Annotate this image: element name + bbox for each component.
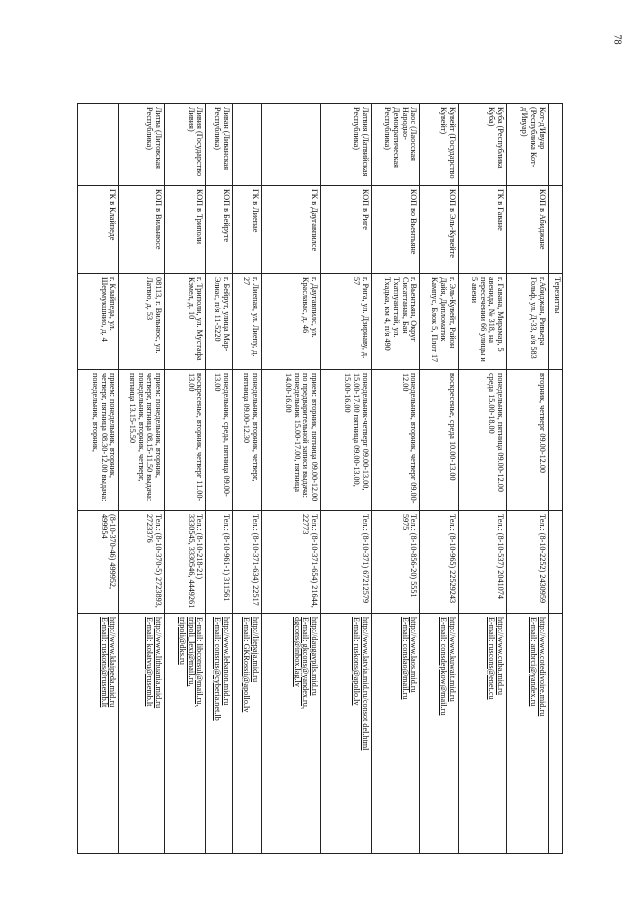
contacts-cell [164,614,205,854]
country-cell: Литва (Литовская Республика) [119,104,165,186]
contact-link[interactable]: tripoli@dks.ru [177,617,187,665]
contacts-cell [119,614,165,854]
address-cell: Терезитты [548,274,562,370]
contact-link[interactable]: http://liepaja.mid.ru [251,617,261,683]
address-cell: 08113, г. Вильнюс, ул. Латвю, д. 53 [119,274,165,370]
address-cell: г. Бейрут, улица Мар-Элиас, п/я 11-5220 [206,274,233,370]
hours-cell [548,370,562,511]
country-cell: Куба (Республика Куба) [458,104,507,186]
contact-link[interactable]: E-mail: gkcons@yandex.ru, [301,617,311,709]
address-cell: г. Эль-Кувейт, Район Дайя, Дипломатик Кампус, Блок 5, Плот 17 [420,274,458,370]
phone-cell: Тел.: (8-10-218-21) 3330545, 3330546, 4449261 [164,511,205,614]
table-row [507,104,548,854]
mission-cell: КОП во Вьентьяне [371,186,420,274]
table-row [420,104,458,854]
contacts-cell [321,614,372,854]
phone-cell: Тел.: (8-10-537) 2041074 [458,511,507,614]
country-cell [233,104,262,186]
mission-cell: ГК в Даугавпилсе [262,186,321,274]
address-cell: г. Триполи, ул. Мустафа Кэмел, д. 10 [164,274,205,370]
table-row [119,104,165,854]
address-cell: г. Рига, ул. Дзирнаву, д. 57 [321,274,372,370]
mission-cell: КОП в Абиджане [507,186,548,274]
hours-cell: воскресенье, среда 10.00-13.00 [420,370,458,511]
phone-cell: Тел.: (8-10-961-1) 311561 [206,511,233,614]
country-cell: Латвия (Латвийская Республика) [321,104,372,186]
rotated-page-content [77,103,563,853]
country-cell: Лаос (Лаосская Народно-Демократическая Республика) [371,104,420,186]
page-number: 78 [611,34,623,45]
phone-cell: Тел.: (8-10-2252) 2430959 [507,511,548,614]
contacts-cell [371,614,420,854]
contact-link[interactable]: http://www.lithuania.mid.ru [153,617,163,709]
table-row [548,104,562,854]
hours-cell: вторник, четверг 09.00-12.00 [507,370,548,511]
address-cell: г. Гавана, Мирамар, 5 авенида, № 318, на пересечении 66 улицы и 5 авени [458,274,507,370]
phone-cell: Тел.: (8-10-371-654) 21644, 22773 [262,511,321,614]
contact-link[interactable]: http://www.cuba.mid.ru [496,617,506,695]
country-cell [548,104,562,186]
contact-link[interactable]: http://www.latvia.mid.ru/consot del.html [360,617,370,751]
phone-cell: Тел.: (8-10-370-5) 2723893, 2723376 [119,511,165,614]
table-row [164,104,205,854]
phone-cell: Тел.: (8-10-965) 22529243 [420,511,458,614]
address-cell: г. Лиепая, ул. Лиепу, д. 27 [233,274,262,370]
mission-cell: ГК в Лиепае [233,186,262,274]
hours-cell: воскресенье, вторник, четверг 11.00-13.00 [164,370,205,511]
mission-cell: КОП в Вильнюсе [119,186,165,274]
contact-link[interactable]: E-mail: ruscons@enet.cu [487,617,497,700]
contacts-cell [507,614,548,854]
table-body [78,104,563,854]
table-row [233,104,262,854]
country-cell [78,104,119,186]
contact-link[interactable]: http://www.laos.mid.ru [409,617,419,693]
hours-cell: понедельник, вторник, четверг 09.00-12.00 [371,370,420,511]
contact-link[interactable]: http://www.lebanon.mid.ru [222,617,232,706]
address-cell: г. Даугавпилс, ул. Краславас, д. 46 [262,274,321,370]
country-cell [262,104,321,186]
contacts-cell [206,614,233,854]
contacts-cell [420,614,458,854]
contacts-cell [78,614,119,854]
contact-link[interactable]: E-mail: consrus@cyberia.net.lb [213,617,223,721]
table-row [262,104,321,854]
country-cell: Кувейт (Государство Кувейт) [420,104,458,186]
contact-link[interactable]: http://www.klaipeda.mid.ru [108,617,118,708]
contacts-cell [233,614,262,854]
contact-link[interactable]: E-mail: ruskons@apollo.lv [352,617,362,706]
contact-link[interactable]: dgcons@inbox.lag.lv [292,617,302,687]
contact-link[interactable]: http://www.cotedivoire.mid.ru [537,617,547,717]
table-row [206,104,233,854]
country-cell: Ливия (Государство Ливия) [164,104,205,186]
contact-link[interactable]: E-mail: GKRossii@apollo.lv [242,617,252,713]
hours-cell: понедельник, пятница 09.00-12.00 среда 15.00-18.00 [458,370,507,511]
address-cell: г.Абиджан, Ривьера Гольф, ул. Д-33, а/я 583 [507,274,548,370]
table-row [321,104,372,854]
mission-cell: ГК в Клайпеде [78,186,119,274]
mission-cell: КОП в Эль-Кувейте [420,186,458,274]
contacts-cell [548,614,562,854]
contacts-cell [262,614,321,854]
mission-cell: КОП в Риге [321,186,372,274]
phone-cell: (8-10-370-46) 499952, 499954 [78,511,119,614]
hours-cell: прием: понедельник, вторник, четверг, пятница 08.15-11.50 выдача: понедельник, вторник, четверг, пятница 13.15-15.50 [119,370,165,511]
mission-cell: КОП в Триполи [164,186,205,274]
contact-link[interactable]: E-mail: ruskons@rusemb.lt [99,617,109,708]
phone-cell: Тел.: (8-10-371-634) 22517 [233,511,262,614]
phone-cell: Тел.: (8-10-371) 67212579 [321,511,372,614]
contact-link[interactable]: E-mail: consdepkow@mail.ru [438,617,448,716]
contact-link[interactable]: http://www.kuwait.mid.ru [447,617,457,702]
phone-cell [548,511,562,614]
phone-cell: Тел.: (8-10-856-20) 5551 5975 [371,511,420,614]
mission-cell: КОП в Бейруте [206,186,233,274]
hours-cell: понедельник, среда, пятница 09.00-13.00 [206,370,233,511]
consulate-table [77,103,563,854]
mission-cell [548,186,562,274]
address-cell: г. Вьентьян, Округ Сисаттанак, Бан Тхатлуангтай, ул. Тхадыа, км 4, п/я 490 [371,274,420,370]
contact-link[interactable]: E-mail: libconsul@mail.ru, [195,617,205,707]
hours-cell: прием: понедельник, вторник, четверг, пятница 08.30-12.00 выдача: понедельник, вторник, [78,370,119,511]
contact-link[interactable]: http://daugavpils.mid.ru [310,617,320,696]
contacts-cell [458,614,507,854]
mission-cell: ГК в Гаване [458,186,507,274]
country-cell: Кот-д'Ивуар (Республика Кот-д'Ивуар) [507,104,548,186]
hours-cell: понедельник-четверг 09.00-13.00, 15.00-17.00 пятница 09.00-13.00, 15.00-16.00 [321,370,372,511]
table-row [78,104,119,854]
country-cell: Ливан (Ливанская Республика) [206,104,233,186]
contact-link[interactable]: E-mail: kolatvu@rusemb.lt [145,617,155,707]
table-row [371,104,420,854]
contact-link[interactable]: E-mail: conslao@mail.ru [400,617,410,700]
contact-link[interactable]: tripoli_lexi@mail.ru, [186,617,196,687]
contact-link[interactable]: E-mail: ambrci@yandex.ru [528,617,538,707]
hours-cell: прием: вторник, пятница 09.00-12.00 по предварительной записи выдача: понедельник 15.00-17.00, пятница 14.00-16.00 [262,370,321,511]
hours-cell: понедельник, вторник, четверг, пятница 09.00-12.30 [233,370,262,511]
table-row [458,104,507,854]
address-cell: г. Клайпеда, ул. Шермукшнио, д. 4 [78,274,119,370]
